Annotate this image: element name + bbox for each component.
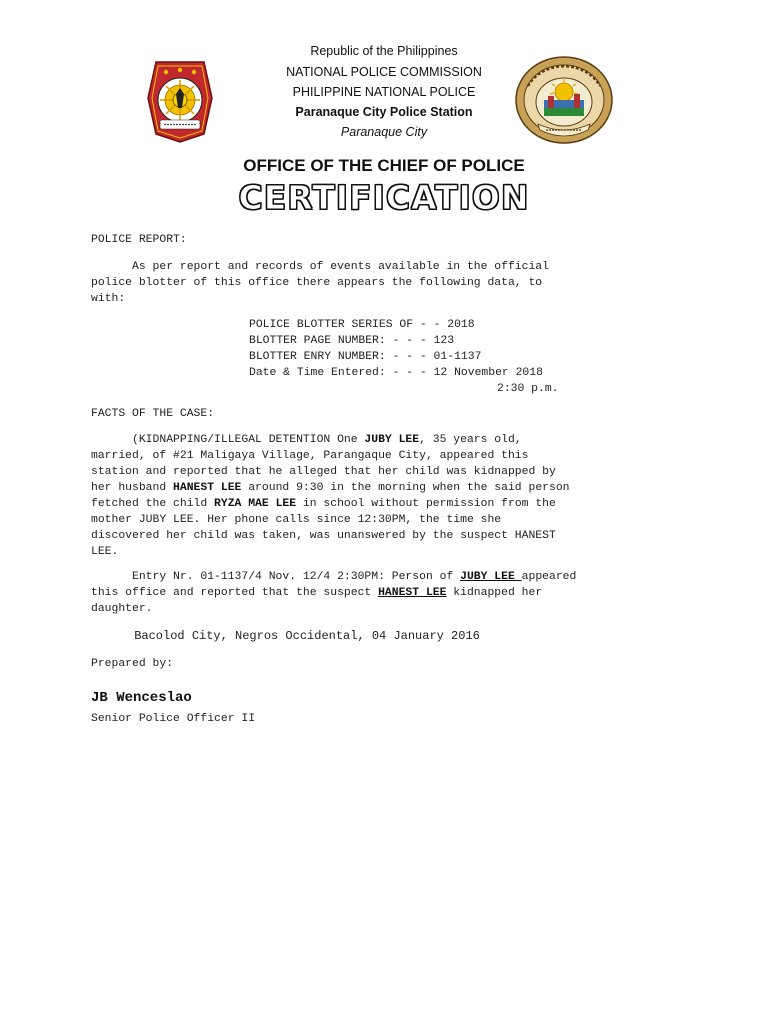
facts-text: (KIDNAPPING/ILLEGAL DETENTION One: [91, 434, 365, 446]
entry-text: Entry Nr. 01-1137/4 Nov. 12/4 2:30PM: Person of: [91, 571, 461, 583]
facts-line-2: married, of #21 Maligaya Village, Parangaque City, appeared this: [91, 450, 529, 462]
intro-line-1: As per report and records of events available in the official: [91, 261, 549, 273]
entry-line-2: [91, 585, 542, 601]
blotter-time-entered: 2:30 p.m.: [497, 383, 559, 395]
facts-text: in school without permission from the: [296, 498, 556, 510]
place-and-date: Bacolod City, Negros Occidental, 04 January 2016: [91, 629, 480, 643]
complainant-name: JUBY LEE: [364, 434, 420, 446]
certification-title: CERTIFICATION: [238, 178, 530, 217]
facts-text: fetched the child: [91, 498, 215, 510]
pnp-seal-icon: [144, 58, 216, 144]
blotter-date-entered: Date & Time Entered: - - - 12 November 2018: [249, 367, 543, 379]
entry-text: this office and reported that the suspect: [91, 587, 379, 599]
facts-text: , 35 years old,: [419, 434, 522, 446]
intro-line-3: with:: [91, 293, 126, 305]
blotter-page-number: BLOTTER PAGE NUMBER: - - - 123: [249, 335, 455, 347]
header-republic: Republic of the Philippines: [310, 44, 458, 58]
entry-line-1: [91, 569, 576, 585]
facts-line-7: discovered her child was taken, was unanswered by the suspect HANEST: [91, 530, 556, 542]
facts-text: around 9:30 in the morning when the said person: [241, 482, 570, 494]
child-name: RYZA MAE LEE: [214, 498, 297, 510]
facts-line-1: [91, 432, 522, 448]
city-of-paranaque-seal-icon: [514, 56, 614, 144]
prepared-by-label: Prepared by:: [91, 658, 174, 670]
signatory-name: JB Wenceslao: [91, 690, 192, 706]
header-city: Paranaque City: [340, 125, 428, 139]
blotter-entry-number: BLOTTER ENRY NUMBER: - - - 01-1137: [249, 351, 482, 363]
facts-line-8: LEE.: [91, 546, 119, 558]
office-title: OFFICE OF THE CHIEF OF POLICE: [243, 156, 525, 175]
header-station: Paranaque City Police Station: [295, 105, 473, 119]
entry-text: kidnapped her: [446, 587, 543, 599]
entry-text: appeared: [521, 571, 577, 583]
suspect-name: HANEST LEE: [173, 482, 242, 494]
entry-line-3: daughter.: [91, 603, 153, 615]
facts-line-4: [91, 480, 570, 496]
complainant-name: JUBY LEE: [460, 571, 522, 583]
intro-line-2: police blotter of this office there appears the following data, to: [91, 277, 543, 289]
facts-text: her husband: [91, 482, 174, 494]
suspect-name: HANEST LEE: [378, 587, 447, 599]
police-report-label: POLICE REPORT:: [91, 234, 187, 246]
facts-of-the-case-label: FACTS OF THE CASE:: [91, 408, 215, 420]
facts-line-6: mother JUBY LEE. Her phone calls since 12:30PM, the time she: [91, 514, 502, 526]
signatory-title: Senior Police Officer II: [91, 713, 256, 725]
header-napolcom: NATIONAL POLICE COMMISSION: [286, 65, 482, 79]
facts-line-5: [91, 496, 556, 512]
facts-line-3: station and reported that he alleged that her child was kidnapped by: [91, 466, 556, 478]
header-pnp: PHILIPPINE NATIONAL POLICE: [292, 85, 476, 99]
blotter-series: POLICE BLOTTER SERIES OF - - 2018: [249, 319, 475, 331]
